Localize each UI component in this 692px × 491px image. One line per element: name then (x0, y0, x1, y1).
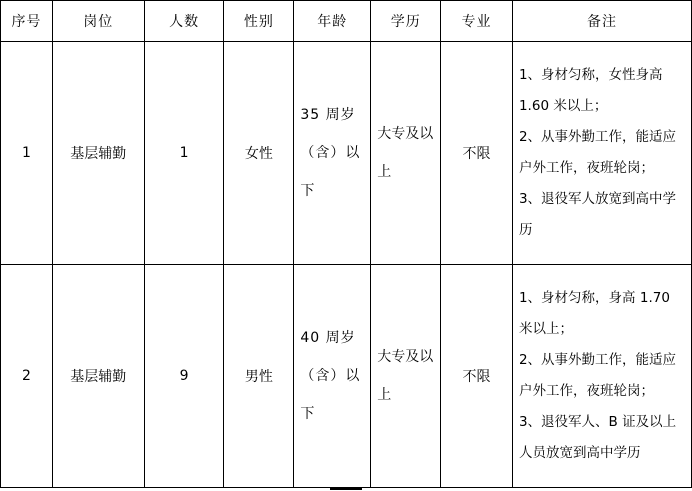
remark-line: 人员放宽到高中学历 (518, 445, 641, 461)
cell-education: 大专及以上 (371, 42, 441, 265)
remark-line: 户外工作，夜班轮岗； (518, 160, 654, 176)
remark-line: 3、退役军人、B 证及以上 (518, 414, 677, 430)
remark-line: 2、从事外勤工作，能适应 (518, 352, 677, 368)
header-position: 岗位 (52, 1, 144, 42)
header-education: 学历 (371, 1, 441, 42)
remark-line: 历 (518, 222, 533, 238)
remark-line: 户外工作，夜班轮岗； (518, 383, 654, 399)
remark-line: 1、身材匀称，女性身高 (518, 67, 663, 83)
cell-seq: 1 (1, 42, 53, 265)
remark-line: 1、身材匀称，身高 1.70 (518, 290, 670, 306)
header-remarks: 备注 (512, 1, 691, 42)
header-seq: 序号 (1, 1, 53, 42)
cell-remarks (512, 265, 691, 488)
cell-education: 大专及以上 (371, 265, 441, 488)
header-count: 人数 (144, 1, 224, 42)
cell-age: 35 周岁（含）以下 (294, 42, 371, 265)
cell-position: 基层辅勤 (52, 265, 144, 488)
cell-gender: 男性 (224, 265, 294, 488)
cell-age: 40 周岁（含）以下 (294, 265, 371, 488)
table-row (1, 265, 692, 488)
table-row (1, 42, 692, 265)
header-row (1, 1, 692, 42)
cell-remarks (512, 42, 691, 265)
header-age: 年龄 (294, 1, 371, 42)
cell-position: 基层辅勤 (52, 42, 144, 265)
remark-line: 1.60 米以上； (518, 98, 608, 114)
cell-count: 1 (144, 42, 224, 265)
cell-major: 不限 (441, 265, 513, 488)
cell-major: 不限 (441, 42, 513, 265)
remark-line: 2、从事外勤工作，能适应 (518, 129, 677, 145)
cell-count: 9 (144, 265, 224, 488)
cell-seq: 2 (1, 265, 53, 488)
header-gender: 性别 (224, 1, 294, 42)
remark-line: 3、退役军人放宽到高中学 (518, 191, 677, 207)
header-major: 专业 (441, 1, 513, 42)
remark-line: 米以上； (518, 321, 573, 337)
bottom-divider (330, 488, 362, 490)
cell-gender: 女性 (224, 42, 294, 265)
